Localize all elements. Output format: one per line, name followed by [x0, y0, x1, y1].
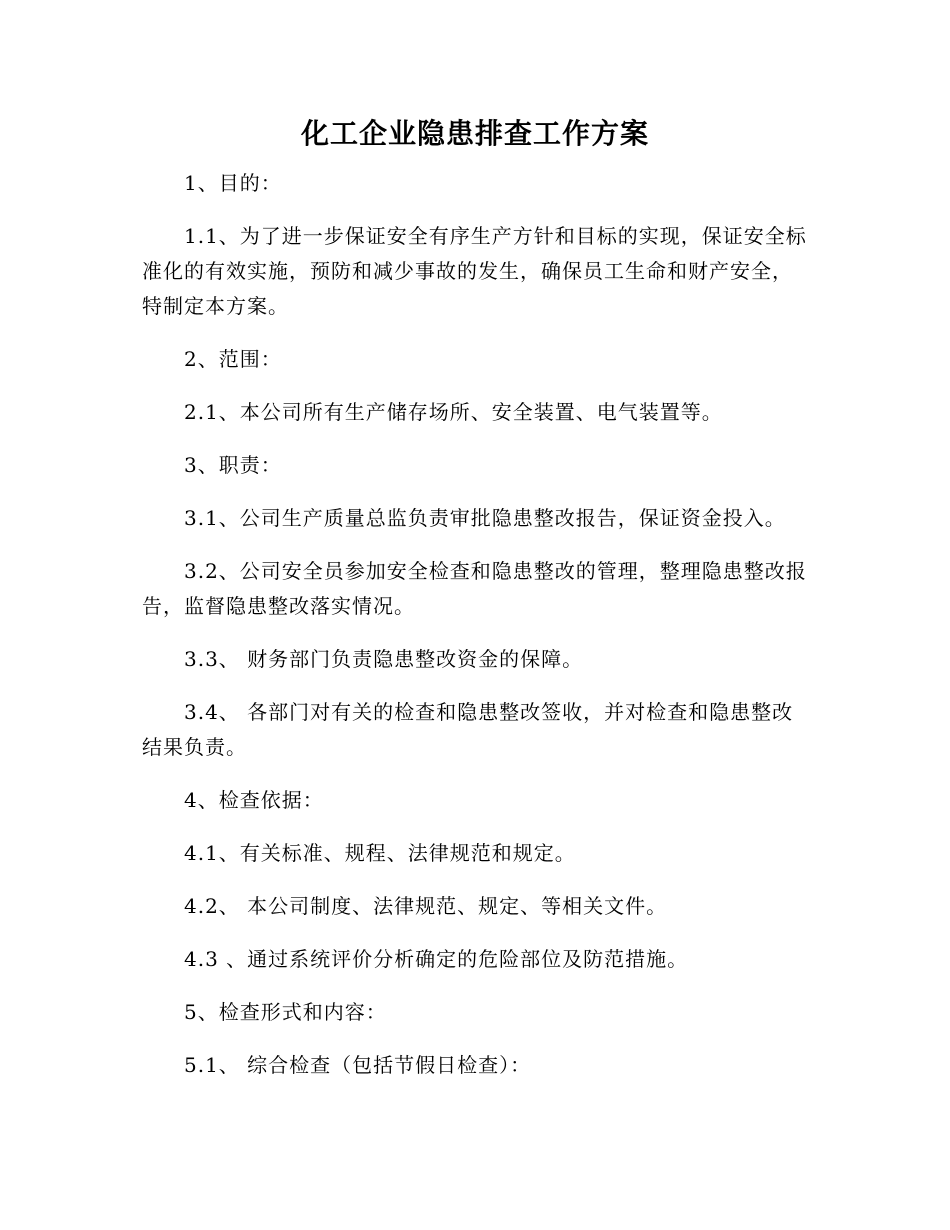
section-heading-responsibilities: 3、职责：	[184, 453, 282, 477]
paragraph-4-2: 4.2、 本公司制度、法律规范、规定、等相关文件。	[184, 894, 668, 918]
section-heading-inspection: 5、检查形式和内容：	[184, 1000, 387, 1024]
paragraph-1-1: 1.1、为了进一步保证安全有序生产方针和目标的实现，保证安全标准化的有效实施，预防和减少事故的发生，确保员工生命和财产安全，特制定本方案。	[142, 224, 807, 318]
paragraph-3-3: 3.3、 财务部门负责隐患整改资金的保障。	[184, 647, 584, 671]
paragraph-3-4: 3.4、 各部门对有关的检查和隐患整改签收，并对检查和隐患整改结果负责。	[142, 700, 794, 759]
paragraph-5-1: 5.1、 综合检查（包括节假日检查）：	[184, 1053, 532, 1077]
paragraph-4-1: 4.1、有关标准、规程、法律规范和规定。	[184, 841, 576, 865]
document-title: 化工企业隐患排查工作方案	[300, 117, 649, 150]
paragraph-2-1: 2.1、本公司所有生产储存场所、安全装置、电气装置等。	[184, 400, 723, 424]
paragraph-3-2: 3.2、公司安全员参加安全检查和隐患整改的管理，整理隐患整改报告，监督隐患整改落实情况。	[142, 559, 807, 618]
paragraph-4-3: 4.3 、通过系统评价分析确定的危险部位及防范措施。	[184, 947, 689, 971]
document-body	[142, 166, 812, 1101]
section-heading-scope: 2、范围：	[184, 347, 282, 371]
paragraph-3-1: 3.1、公司生产质量总监负责审批隐患整改报告，保证资金投入。	[184, 506, 786, 530]
section-heading-basis: 4、检查依据：	[184, 788, 324, 812]
section-heading-purpose: 1、目的：	[184, 171, 282, 195]
